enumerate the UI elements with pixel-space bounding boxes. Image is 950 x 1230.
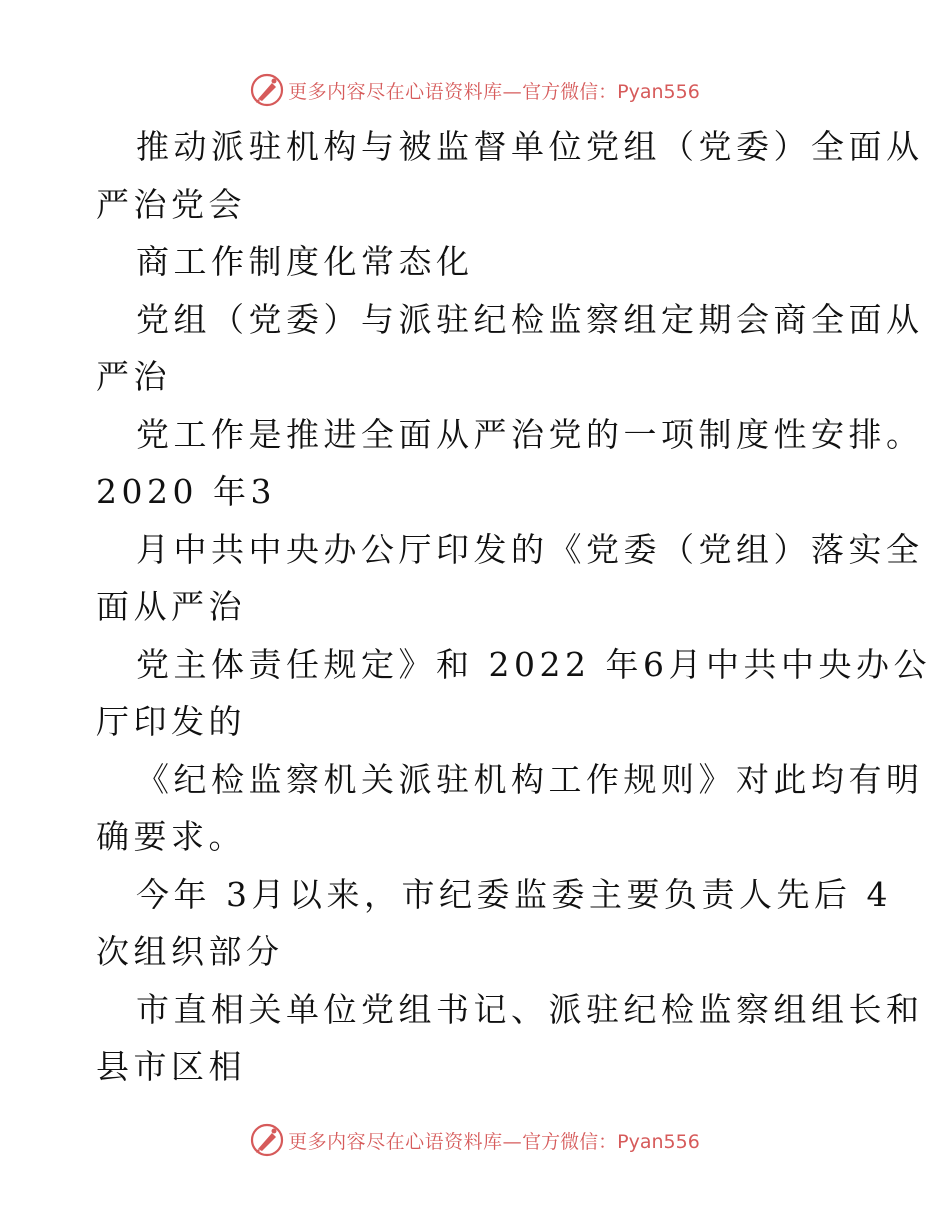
footer-banner-text: 更多内容尽在心语资料库— bbox=[288, 1130, 523, 1153]
body-line: 今年 3月以来，市纪委监委主要负责人先后 4 bbox=[136, 874, 892, 914]
body-line: 县市区相 bbox=[96, 1047, 246, 1086]
pen-logo-icon bbox=[250, 1123, 284, 1157]
footer-banner bbox=[0, 1120, 950, 1160]
body-line: 面从严治 bbox=[96, 587, 246, 626]
body-line: 党组（党委）与派驻纪检监察组定期会商全面从 bbox=[136, 299, 924, 339]
body-line: 确要求。 bbox=[96, 817, 246, 856]
body-line: 《纪检监察机关派驻机构工作规则》对此均有明 bbox=[136, 759, 924, 799]
header-banner-text: 更多内容尽在心语资料库— bbox=[288, 80, 523, 103]
body-line: 党工作是推进全面从严治党的一项制度性安排。 bbox=[136, 414, 924, 454]
document-body bbox=[96, 118, 931, 1096]
body-line: 厅印发的 bbox=[96, 702, 246, 741]
header-banner-contact: 官方微信：Pyan556 bbox=[522, 80, 700, 103]
body-line: 月中共中央办公厅印发的《党委（党组）落实全 bbox=[136, 529, 924, 569]
body-line: 次组织部分 bbox=[96, 932, 284, 971]
header-banner bbox=[0, 70, 950, 110]
body-line: 严治 bbox=[96, 357, 171, 396]
body-line: 2020 年3 bbox=[96, 472, 276, 511]
footer-banner-contact: 官方微信：Pyan556 bbox=[522, 1130, 700, 1153]
pen-logo-icon bbox=[250, 73, 284, 107]
body-line: 党主体责任规定》和 2022 年6月中共中央办公 bbox=[136, 644, 931, 684]
body-line: 市直相关单位党组书记、派驻纪检监察组组长和 bbox=[136, 989, 924, 1029]
body-line: 严治党会 bbox=[96, 184, 246, 224]
body-line: 商工作制度化常态化 bbox=[136, 242, 474, 281]
body-line: 推动派驻机构与被监督单位党组（党委）全面从 bbox=[136, 127, 924, 166]
